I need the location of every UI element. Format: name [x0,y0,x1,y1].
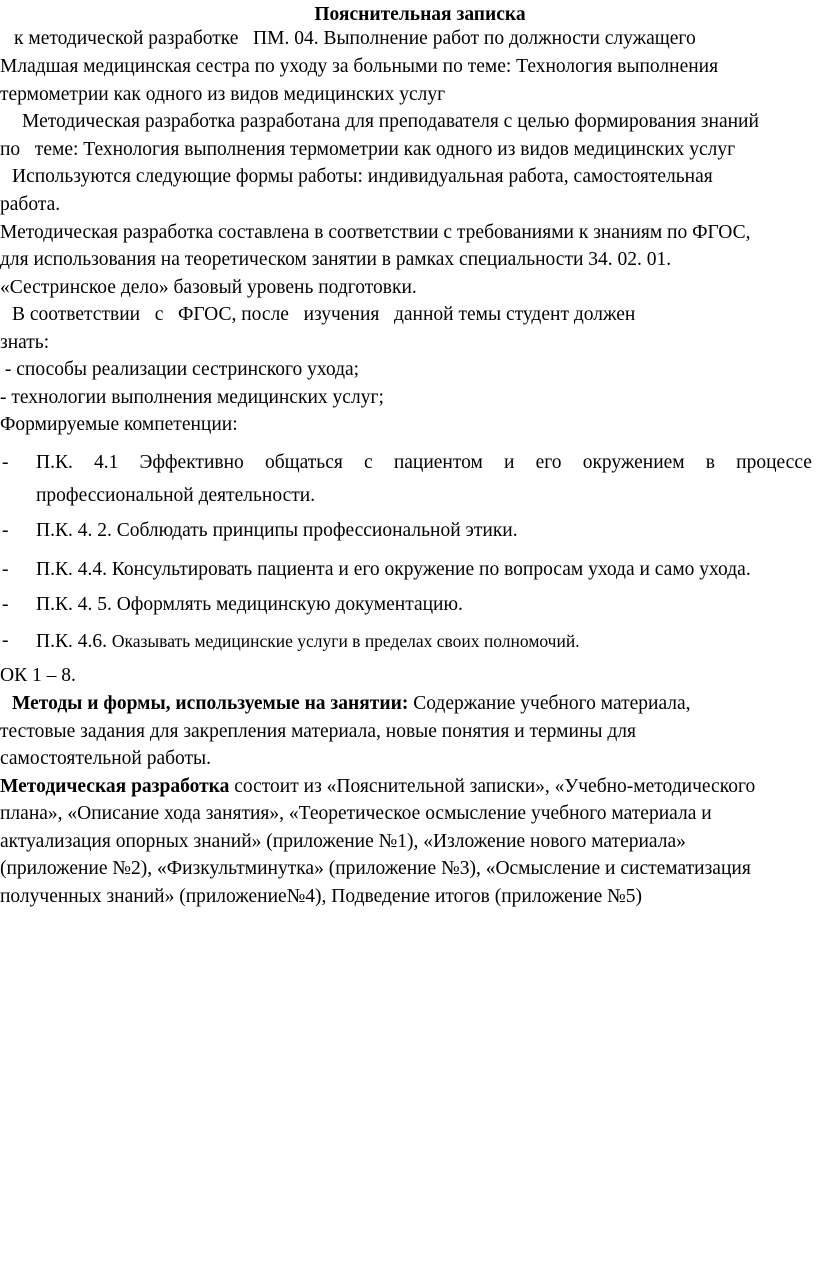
pk41-word: пациентом [393,452,483,473]
compliance-line-2: для использования на теоретическом занятии в рамках специальности 34. 02. 01. [0,249,672,270]
competency-pk42: П.К. 4. 2. Соблюдать принципы профессиональной этики. [36,520,518,541]
competency-dash: - [2,559,9,580]
competency-dash: - [2,630,9,651]
pk41-word: Эффективно [139,452,244,473]
forms-line-2: работа. [0,194,61,215]
methods-line-3: самостоятельной работы. [0,748,212,769]
fgos-line-1: В соответствии с ФГОС, после изучения данной темы студент должен [12,304,636,325]
compliance-line-3: «Сестринское дело» базовый уровень подготовки. [0,277,417,298]
purpose-line-2: по теме: Технология выполнения термометрии как одного из видов медицинских услуг [0,139,736,160]
pk41-word: и [504,452,515,473]
pk46-text: Оказывать медицинские услуги в пределах своих полномочий. [111,631,580,651]
structure-text: состоит из «Пояснительной записки», «Учебно-методического [229,776,756,797]
pk41-word: 4.1 [94,452,119,473]
purpose-line-1: Методическая разработка разработана для преподавателя с целью формирования знаний [22,111,759,132]
competency-dash: - [2,520,9,541]
methods-text: Содержание учебного материала, [408,693,691,714]
competency-pk41 [36,452,812,474]
competency-pk44: П.К. 4.4. Консультировать пациента и его окружение по вопросам ухода и само ухода. [36,559,751,580]
compliance-line-1: Методическая разработка составлена в соответствии с требованиями к знаниям по ФГОС, [0,222,751,243]
competency-pk41-continued: профессиональной деятельности. [36,485,316,506]
pk41-word: процессе [736,452,812,473]
pk41-word: с [364,452,373,473]
pk41-word: в [705,452,716,473]
intro-line-1: к методической разработке ПМ. 04. Выполнение работ по должности служащего [14,28,696,49]
ok-line: ОК 1 – 8. [0,665,76,686]
competency-dash: - [2,452,9,473]
pk41-word: П.К. [36,452,73,473]
pk41-word: окружением [582,452,685,473]
pk41-word: общаться [264,452,343,473]
know-item-1: - способы реализации сестринского ухода; [0,359,360,380]
forms-line-1: Используются следующие формы работы: индивидуальная работа, самостоятельная [12,166,713,187]
competency-pk46 [36,630,580,653]
structure-line-1 [0,776,755,798]
pk46-code: П.К. 4.6. [36,631,112,652]
structure-line-5: полученных знаний» (приложение№4), Подведение итогов (приложение №5) [0,886,642,907]
methods-line-1 [12,693,691,715]
intro-line-2: Младшая медицинская сестра по уходу за больными по теме: Технология выполнения [0,56,719,77]
structure-line-3: актуализация опорных знаний» (приложение №1), «Изложение нового материала» [0,831,686,852]
methods-line-2: тестовые задания для закрепления материала, новые понятия и термины для [0,721,636,742]
document-title: Пояснительная записка [314,4,526,25]
pk41-word: его [535,452,562,473]
fgos-line-2: знать: [0,332,50,353]
structure-line-4: (приложение №2), «Физкультминутка» (приложение №3), «Осмысление и систематизация [0,858,751,879]
structure-line-2: плана», «Описание хода занятия», «Теоретическое осмысление учебного материала и [0,803,712,824]
competencies-heading: Формируемые компетенции: [0,414,238,435]
know-item-2: - технологии выполнения медицинских услуг; [0,387,384,408]
competency-pk45: П.К. 4. 5. Оформлять медицинскую документацию. [36,594,463,615]
intro-line-3: термометрии как одного из видов медицинских услуг [0,84,446,105]
structure-heading: Методическая разработка [0,776,230,797]
competency-dash: - [2,594,9,615]
methods-heading: Методы и формы, используемые на занятии: [12,693,409,714]
